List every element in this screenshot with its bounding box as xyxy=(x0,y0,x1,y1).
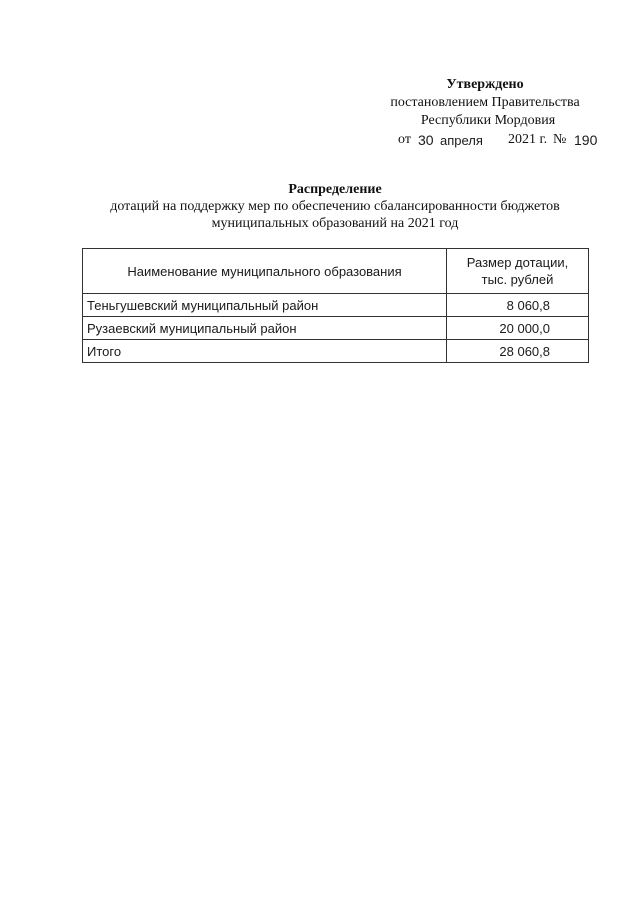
table-header-row xyxy=(83,249,589,294)
column-header-name: Наименование муниципального образования xyxy=(83,249,447,294)
table-total-row xyxy=(83,340,589,363)
row-name: Теньгушевский муниципальный район xyxy=(83,294,447,317)
row-name: Рузаевский муниципальный район xyxy=(83,317,447,340)
column-header-amount xyxy=(447,249,589,294)
approval-line-1: постановлением Правительства xyxy=(390,95,580,110)
column-header-amount-line-2: тыс. рублей xyxy=(481,272,554,287)
approval-date-line xyxy=(360,131,610,151)
row-amount: 8 060,8 xyxy=(447,294,589,317)
approval-block xyxy=(360,76,610,151)
approved-label: Утверждено xyxy=(446,77,524,92)
document-subtitle-line-2: муниципальных образований на 2021 год xyxy=(211,216,459,231)
total-label: Итого xyxy=(83,340,447,363)
date-year: 2021 г. xyxy=(508,132,548,147)
total-amount: 28 060,8 xyxy=(447,340,589,363)
column-header-amount-line-1: Размер дотации, xyxy=(466,255,569,270)
date-prefix: от xyxy=(398,132,411,147)
date-day: 30 xyxy=(418,132,434,148)
number-sign: № xyxy=(553,132,567,147)
row-amount: 20 000,0 xyxy=(447,317,589,340)
document-heading xyxy=(0,181,640,232)
document-number: 190 xyxy=(574,132,598,148)
distribution-table xyxy=(82,248,589,363)
approval-line-2: Республики Мордовия xyxy=(420,113,556,128)
document-title: Распределение xyxy=(288,182,382,197)
document-subtitle-line-1: дотаций на поддержку мер по обеспечению сбалансированности бюджетов xyxy=(110,199,560,214)
table-row xyxy=(83,317,589,340)
table-row xyxy=(83,294,589,317)
date-month: апреля xyxy=(440,133,483,148)
